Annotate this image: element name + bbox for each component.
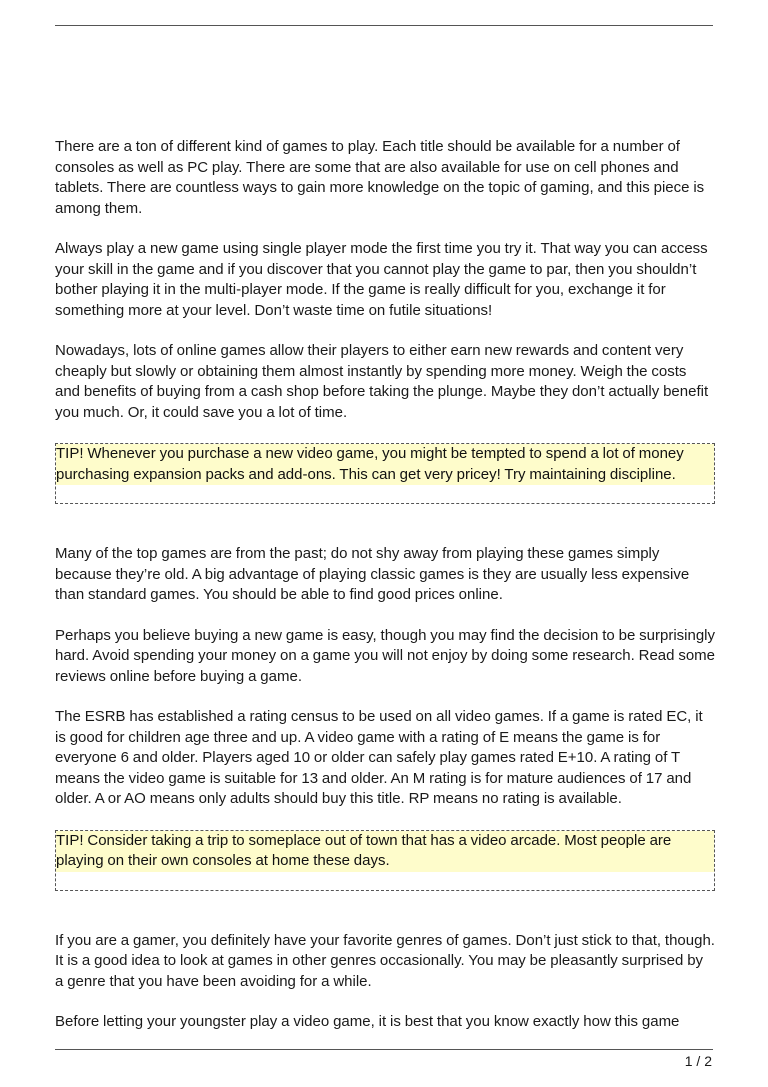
paragraph: The ESRB has established a rating census to be used on all video games. If a game is rated EC, it is good for children age three and up. A video game with a rating of E means the game is for everyone 6 and older. Players aged 10 or older can safely play games rated E+10. A rating of T means the video game is suitable for 13 and older. An M rating is for mature audiences of 17 and older. A or AO means only adults should buy this title. RP means no rating is available. <box>55 708 703 807</box>
paragraph: Nowadays, lots of online games allow their players to either earn new rewards and content very cheaply but slowly or obtaining them almost instantly by spending more money. Weigh the costs and benefits of buying from a cash shop before taking the plunge. Maybe they don’t actually benefit you much. Or, it could save you a lot of time. <box>55 342 709 421</box>
tip-box <box>55 830 715 891</box>
paragraph: If you are a gamer, you definitely have your favorite genres of games. Don’t just stick to that, though. It is a good idea to look at games in other genres occasionally. You may be pleasantly surprised by a genre that you have been avoiding for a while. <box>55 931 715 990</box>
header-rule <box>55 25 713 26</box>
tip-text: TIP! Consider taking a trip to someplace out of town that has a video arcade. Most people are playing on their own consoles at home these days. <box>56 831 714 872</box>
tip-text: TIP! Whenever you purchase a new video game, you might be tempted to spend a lot of money purchasing expansion packs and add-ons. This can get very pricey! Try maintaining discipline. <box>56 444 714 485</box>
paragraph: Before letting your youngster play a video game, it is best that you know exactly how this game <box>55 1013 680 1030</box>
footer-rule <box>55 1049 713 1050</box>
spacer <box>55 524 715 544</box>
paragraph: Always play a new game using single player mode the first time you try it. That way you can access your skill in the game and if you discover that you cannot play the game to par, then you shouldn’t bother playing it in the multi-player mode. If the game is really difficult for you, exchange it for something more at your level. Don’t waste time on futile situations! <box>55 240 708 319</box>
paragraph: Perhaps you believe buying a new game is easy, though you may find the decision to be surprisingly hard. Avoid spending your money on a game you will not enjoy by doing some research. Read some reviews online before buying a game. <box>55 626 716 685</box>
paragraph: Many of the top games are from the past; do not shy away from playing these games simply because they’re old. A big advantage of playing classic games is they are usually less expensive than standard games. You should be able to find good prices online. <box>55 545 690 603</box>
paragraph: There are a ton of different kind of games to play. Each title should be available for a number of consoles as well as PC play. There are some that are also available for use on cell phones and tablets. There are countless ways to gain more knowledge on the topic of gaming, and this piece is among them. <box>55 138 705 217</box>
tip-box <box>55 443 715 504</box>
document-body <box>55 137 715 1053</box>
spacer <box>55 911 715 931</box>
page-number: 1 / 2 <box>684 1053 712 1069</box>
